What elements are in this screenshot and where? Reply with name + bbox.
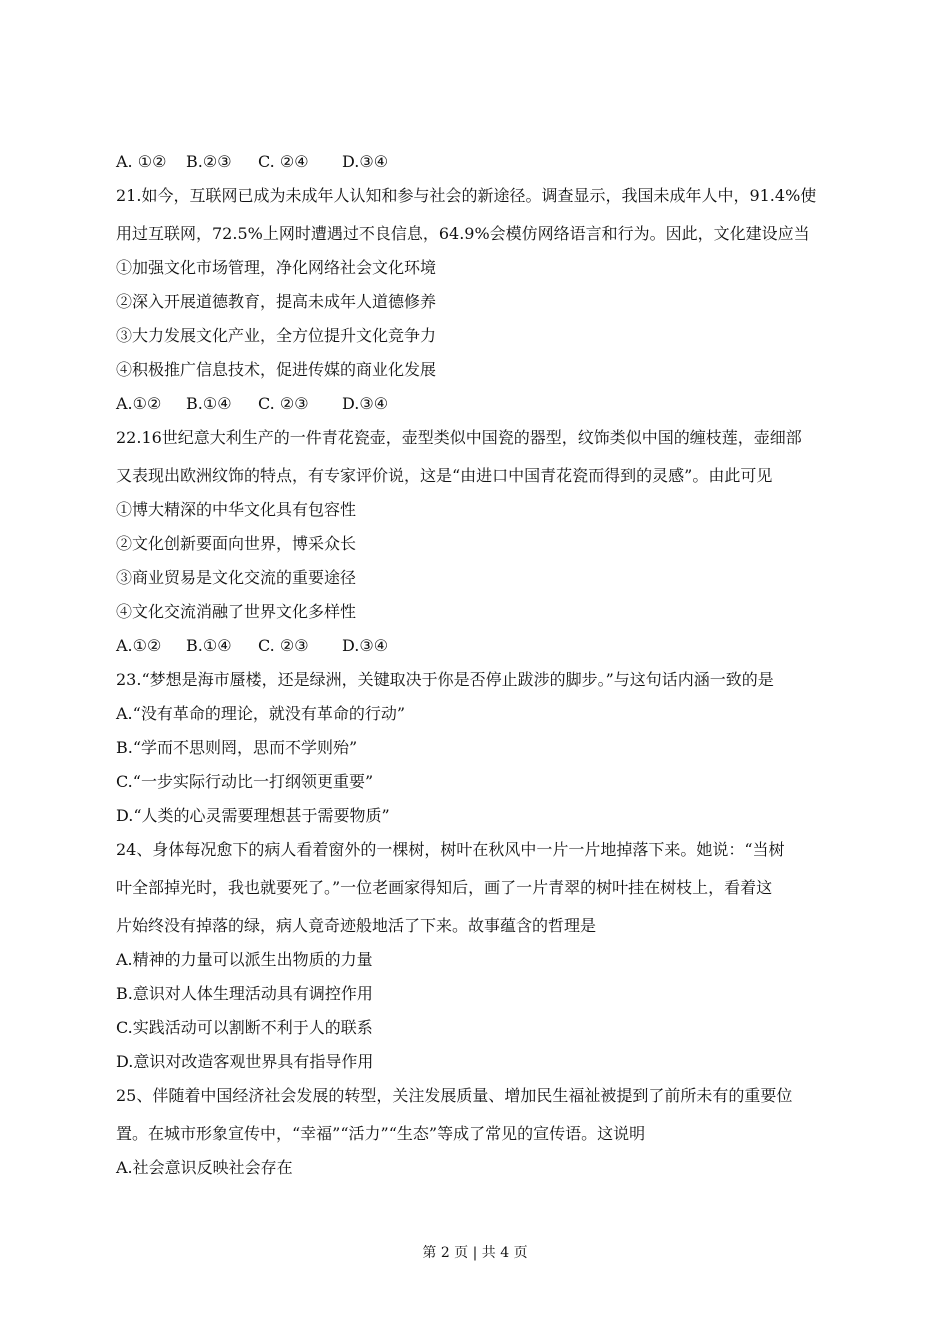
option-b: B.②③ <box>186 152 232 171</box>
q23-choice-b: B.“学而不思则罔，思而不学则殆” <box>116 738 358 757</box>
option-d: D.③④ <box>342 636 389 655</box>
q23-choice-d: D.“人类的心灵需要理想甚于需要物质” <box>116 806 390 825</box>
q21-item-4: ④积极推广信息技术，促进传媒的商业化发展 <box>116 360 437 379</box>
q21-stem-line-1: 21.如今，互联网已成为未成年人认知和参与社会的新途径。调查显示，我国未成年人中，91.4%使 <box>116 186 817 205</box>
option-c: C. ②③ <box>258 394 309 413</box>
option-d: D.③④ <box>342 152 389 171</box>
q21-options <box>116 394 836 414</box>
option-c: C. ②④ <box>258 152 309 171</box>
q21-item-3: ③大力发展文化产业，全方位提升文化竞争力 <box>116 326 437 345</box>
option-b: B.①④ <box>186 394 232 413</box>
q22-stem-line-1: 22.16世纪意大利生产的一件青花瓷壶，壶型类似中国瓷的器型，纹饰类似中国的缠枝莲，壶细部 <box>116 428 802 447</box>
q25-choice-a: A.社会意识反映社会存在 <box>116 1158 293 1177</box>
option-c: C. ②③ <box>258 636 309 655</box>
q23-choice-a: A.“没有革命的理论，就没有革命的行动” <box>116 704 406 723</box>
q25-stem-line-1: 25、伴随着中国经济社会发展的转型，关注发展质量、增加民生福祉被提到了前所未有的重要位 <box>116 1086 793 1105</box>
q24-choice-d: D.意识对改造客观世界具有指导作用 <box>116 1052 374 1071</box>
q24-stem-line-2: 叶全部掉光时，我也就要死了。”一位老画家得知后，画了一片青翠的树叶挂在树枝上，看着这 <box>116 878 773 897</box>
option-d: D.③④ <box>342 394 389 413</box>
q22-item-2: ②文化创新要面向世界，博采众长 <box>116 534 357 553</box>
q21-stem-line-2: 用过互联网，72.5%上网时遭遇过不良信息，64.9%会模仿网络语言和行为。因此，文化建设应当 <box>116 224 810 243</box>
q22-item-3: ③商业贸易是文化交流的重要途径 <box>116 568 357 587</box>
q23-stem: 23.“梦想是海市蜃楼，还是绿洲，关键取决于你是否停止跋涉的脚步。”与这句话内涵一致的是 <box>116 670 774 689</box>
page-footer: 第 2 页 | 共 4 页 <box>422 1245 528 1261</box>
option-a: A.①② <box>116 636 162 655</box>
q24-choice-a: A.精神的力量可以派生出物质的力量 <box>116 950 373 969</box>
q22-options <box>116 636 836 656</box>
q25-stem-line-2: 置。在城市形象宣传中，“幸福”“活力”“生态”等成了常见的宣传语。这说明 <box>116 1124 646 1143</box>
q24-choice-b: B.意识对人体生理活动具有调控作用 <box>116 984 373 1003</box>
option-a: A. ①② <box>116 152 167 171</box>
q22-item-1: ①博大精深的中华文化具有包容性 <box>116 500 357 519</box>
q23-choice-c: C.“一步实际行动比一打纲领更重要” <box>116 772 374 791</box>
option-b: B.①④ <box>186 636 232 655</box>
q24-stem-line-3: 片始终没有掉落的绿，病人竟奇迹般地活了下来。故事蕴含的哲理是 <box>116 916 597 935</box>
q22-item-4: ④文化交流消融了世界文化多样性 <box>116 602 357 621</box>
q21-item-1: ①加强文化市场管理，净化网络社会文化环境 <box>116 258 437 277</box>
option-a: A.①② <box>116 394 162 413</box>
prev-question-options <box>116 152 836 172</box>
q24-stem-line-1: 24、身体每况愈下的病人看着窗外的一棵树，树叶在秋风中一片一片地掉落下来。她说：“当树 <box>116 840 785 859</box>
q24-choice-c: C.实践活动可以割断不利于人的联系 <box>116 1018 373 1037</box>
q21-item-2: ②深入开展道德教育，提高未成年人道德修养 <box>116 292 437 311</box>
q22-stem-line-2: 又表现出欧洲纹饰的特点，有专家评价说，这是“由进口中国青花瓷而得到的灵感”。由此可见 <box>116 466 773 485</box>
